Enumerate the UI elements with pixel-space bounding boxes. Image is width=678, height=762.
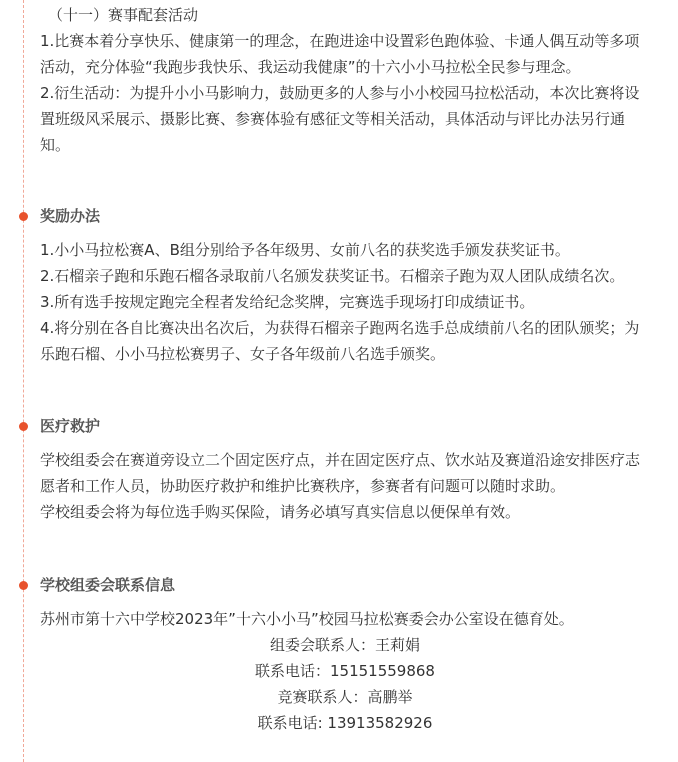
awards-heading: 奖励办法 [40, 207, 101, 225]
medical-heading: 医疗救护 [40, 417, 101, 435]
activities-title: （十一）赛事配套活动 [48, 6, 199, 24]
activities-section [40, 2, 650, 158]
timeline-line [23, 0, 24, 762]
contact-line-2: 联系电话：15151559868 [255, 662, 435, 680]
medical-bullet-icon [19, 422, 28, 431]
medical-para-2: 学校组委会将为每位选手购买保险，请务必填写真实信息以便保单有效。 [40, 503, 521, 521]
medical-section [40, 447, 650, 525]
medical-para-1: 学校组委会在赛道旁设立二个固定医疗点，并在固定医疗点、饮水站及赛道沿途安排医疗志愿者和工作人员，协助医疗救护和维护比赛秩序，参赛者有问题可以随时求助。 [40, 451, 641, 495]
activities-para-1: 1.比赛本着分享快乐、健康第一的理念，在跑进途中设置彩色跑体验、卡通人偶互动等多项活动，充分体验“我跑步我快乐、我运动我健康”的十六小小马拉松全民参与理念。 [40, 32, 640, 76]
awards-para-3: 3.所有选手按规定跑完全程者发给纪念奖牌，完赛选手现场打印成绩证书。 [40, 293, 535, 311]
contact-intro: 苏州市第十六中学校2023年”十六小小马”校园马拉松赛委会办公室设在德育处。 [40, 610, 574, 628]
awards-para-1: 1.小小马拉松赛A、B组分别给予各年级男、女前八名的获奖选手颁发获奖证书。 [40, 241, 570, 259]
contact-bullet-icon [19, 581, 28, 590]
contact-section [40, 606, 650, 736]
contact-line-1: 组委会联系人：王莉娟 [269, 636, 420, 654]
awards-bullet-icon [19, 212, 28, 221]
awards-para-2: 2.石榴亲子跑和乐跑石榴各录取前八名颁发获奖证书。石榴亲子跑为双人团队成绩名次。 [40, 267, 625, 285]
activities-para-2: 2.衍生活动：为提升小小马影响力，鼓励更多的人参与小小校园马拉松活动，本次比赛将设置班级风采展示、摄影比赛、参赛体验有感征文等相关活动，具体活动与评比办法另行通知。 [40, 84, 640, 154]
awards-section [40, 237, 650, 367]
contact-heading: 学校组委会联系信息 [40, 576, 176, 594]
contact-line-4: 联系电话: 13913582926 [257, 714, 433, 732]
contact-line-3: 竞赛联系人：高鹏举 [277, 688, 413, 706]
awards-para-4: 4.将分别在各自比赛决出名次后，为获得石榴亲子跑两名选手总成绩前八名的团队颁奖；为乐跑石榴、小小马拉松赛男子、女子各年级前八名选手颁奖。 [40, 319, 640, 363]
